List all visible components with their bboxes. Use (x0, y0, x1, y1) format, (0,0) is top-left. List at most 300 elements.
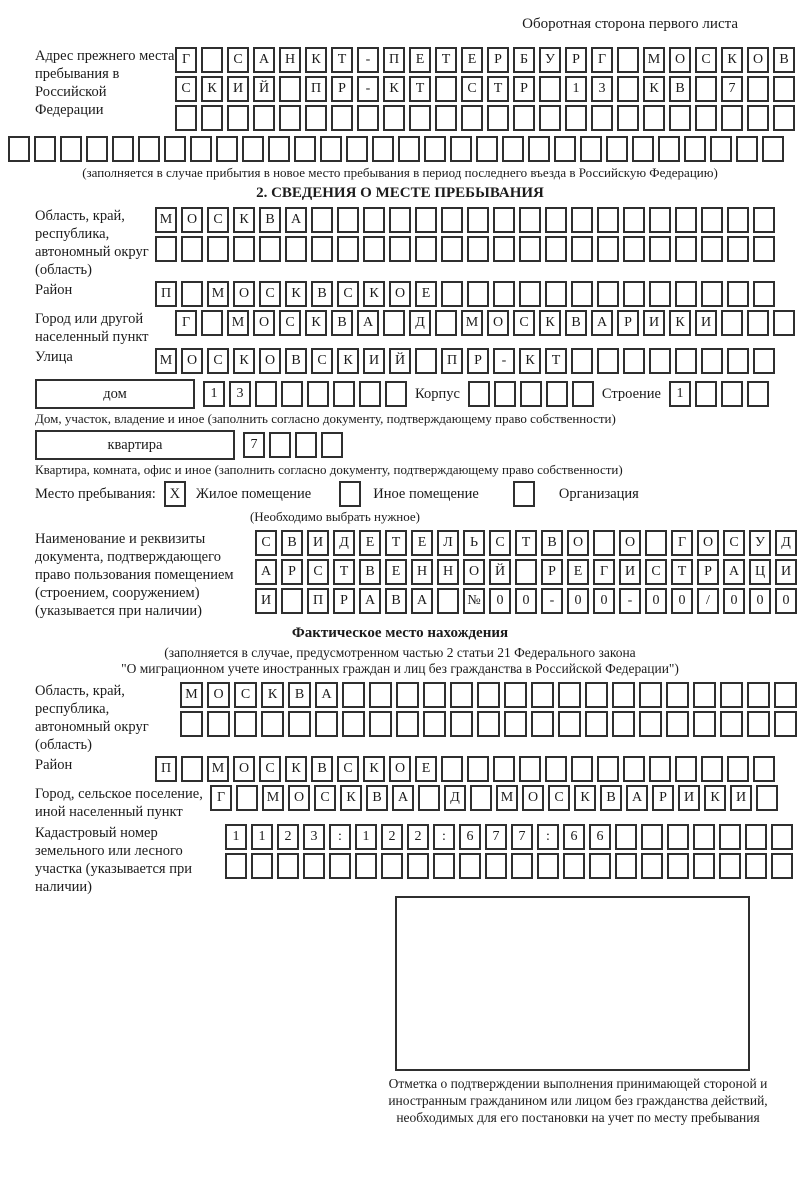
char-cell[interactable] (281, 381, 303, 407)
char-cell[interactable]: О (487, 310, 509, 336)
char-cell[interactable] (190, 136, 212, 162)
char-cell[interactable] (623, 281, 645, 307)
char-cell[interactable]: В (359, 559, 381, 585)
char-cell[interactable] (201, 105, 223, 131)
char-cell[interactable]: 3 (591, 76, 613, 102)
char-cell[interactable] (643, 105, 665, 131)
char-cell[interactable] (372, 136, 394, 162)
char-cell[interactable]: С (513, 310, 535, 336)
char-cell[interactable] (467, 207, 489, 233)
char-cell[interactable] (771, 824, 793, 850)
char-cell[interactable] (385, 381, 407, 407)
char-cell[interactable]: О (233, 281, 255, 307)
char-cell[interactable]: 7 (485, 824, 507, 850)
char-cell[interactable] (773, 310, 795, 336)
char-cell[interactable] (531, 682, 554, 708)
char-cell[interactable] (181, 756, 203, 782)
char-cell[interactable] (418, 785, 440, 811)
char-cell[interactable] (409, 105, 431, 131)
char-cell[interactable] (597, 281, 619, 307)
char-cell[interactable] (315, 711, 338, 737)
char-cell[interactable] (437, 588, 459, 614)
char-cell[interactable] (639, 711, 662, 737)
char-cell[interactable]: Й (253, 76, 275, 102)
char-cell[interactable]: 0 (567, 588, 589, 614)
char-cell[interactable] (468, 381, 490, 407)
char-cell[interactable]: 2 (407, 824, 429, 850)
char-cell[interactable]: Р (281, 559, 303, 585)
char-cell[interactable]: А (315, 682, 338, 708)
char-cell[interactable]: О (207, 682, 230, 708)
char-cell[interactable] (515, 559, 537, 585)
char-cell[interactable]: Т (409, 76, 431, 102)
char-cell[interactable] (112, 136, 134, 162)
char-cell[interactable] (201, 47, 223, 73)
char-cell[interactable] (305, 105, 327, 131)
char-cell[interactable] (771, 853, 793, 879)
char-cell[interactable] (433, 853, 455, 879)
char-cell[interactable] (773, 76, 795, 102)
char-cell[interactable] (666, 711, 689, 737)
char-cell[interactable] (279, 105, 301, 131)
char-cell[interactable]: В (288, 682, 311, 708)
char-cell[interactable] (546, 381, 568, 407)
char-cell[interactable] (493, 207, 515, 233)
char-cell[interactable] (8, 136, 30, 162)
char-cell[interactable] (285, 236, 307, 262)
char-cell[interactable] (693, 853, 715, 879)
char-cell[interactable] (359, 381, 381, 407)
char-cell[interactable]: О (463, 559, 485, 585)
char-cell[interactable] (294, 136, 316, 162)
char-cell[interactable]: К (261, 682, 284, 708)
char-cell[interactable] (321, 432, 343, 458)
char-cell[interactable] (519, 281, 541, 307)
char-cell[interactable] (639, 682, 662, 708)
char-cell[interactable]: 6 (459, 824, 481, 850)
char-cell[interactable]: У (539, 47, 561, 73)
char-cell[interactable] (311, 207, 333, 233)
char-cell[interactable] (337, 236, 359, 262)
char-cell[interactable] (745, 824, 767, 850)
char-cell[interactable] (519, 207, 541, 233)
char-cell[interactable]: М (207, 756, 229, 782)
char-cell[interactable] (719, 824, 741, 850)
char-cell[interactable] (747, 682, 770, 708)
char-cell[interactable] (747, 105, 769, 131)
char-cell[interactable]: С (311, 348, 333, 374)
char-cell[interactable]: И (619, 559, 641, 585)
char-cell[interactable]: Е (409, 47, 431, 73)
char-cell[interactable] (658, 136, 680, 162)
char-cell[interactable] (207, 236, 229, 262)
char-cell[interactable]: К (519, 348, 541, 374)
char-cell[interactable]: Р (467, 348, 489, 374)
char-cell[interactable] (727, 207, 749, 233)
char-cell[interactable]: 7 (511, 824, 533, 850)
char-cell[interactable]: И (363, 348, 385, 374)
char-cell[interactable] (363, 236, 385, 262)
char-cell[interactable] (259, 236, 281, 262)
char-cell[interactable] (519, 236, 541, 262)
char-cell[interactable]: 0 (775, 588, 797, 614)
char-cell[interactable]: Т (435, 47, 457, 73)
char-cell[interactable] (459, 853, 481, 879)
char-cell[interactable] (415, 207, 437, 233)
char-cell[interactable]: С (279, 310, 301, 336)
char-cell[interactable]: М (155, 348, 177, 374)
char-cell[interactable] (435, 76, 457, 102)
char-cell[interactable] (269, 432, 291, 458)
char-cell[interactable]: О (567, 530, 589, 556)
char-cell[interactable] (295, 432, 317, 458)
char-cell[interactable]: П (155, 281, 177, 307)
char-cell[interactable]: 0 (593, 588, 615, 614)
char-cell[interactable]: А (253, 47, 275, 73)
char-cell[interactable]: О (669, 47, 691, 73)
char-cell[interactable]: Р (333, 588, 355, 614)
char-cell[interactable]: 0 (723, 588, 745, 614)
char-cell[interactable] (279, 76, 301, 102)
char-cell[interactable] (511, 853, 533, 879)
char-cell[interactable]: В (385, 588, 407, 614)
char-cell[interactable]: - (619, 588, 641, 614)
char-cell[interactable] (467, 756, 489, 782)
char-cell[interactable]: С (175, 76, 197, 102)
char-cell[interactable] (268, 136, 290, 162)
char-cell[interactable] (667, 824, 689, 850)
char-cell[interactable]: Р (652, 785, 674, 811)
char-cell[interactable] (701, 348, 723, 374)
char-cell[interactable] (684, 136, 706, 162)
char-cell[interactable]: Р (541, 559, 563, 585)
char-cell[interactable]: К (669, 310, 691, 336)
char-cell[interactable] (623, 348, 645, 374)
char-cell[interactable]: Т (515, 530, 537, 556)
char-cell[interactable] (342, 711, 365, 737)
char-cell[interactable]: 1 (669, 381, 691, 407)
char-cell[interactable] (311, 236, 333, 262)
char-cell[interactable] (727, 236, 749, 262)
char-cell[interactable]: П (307, 588, 329, 614)
char-cell[interactable] (554, 136, 576, 162)
char-cell[interactable]: : (537, 824, 559, 850)
char-cell[interactable] (641, 853, 663, 879)
char-cell[interactable]: А (591, 310, 613, 336)
char-cell[interactable] (565, 105, 587, 131)
char-cell[interactable]: Г (210, 785, 232, 811)
char-cell[interactable]: И (678, 785, 700, 811)
char-cell[interactable]: К (201, 76, 223, 102)
char-cell[interactable] (487, 105, 509, 131)
char-cell[interactable] (493, 236, 515, 262)
char-cell[interactable] (281, 588, 303, 614)
char-cell[interactable] (504, 711, 527, 737)
char-cell[interactable]: Ь (463, 530, 485, 556)
char-cell[interactable] (774, 682, 797, 708)
char-cell[interactable] (216, 136, 238, 162)
char-cell[interactable] (558, 682, 581, 708)
char-cell[interactable] (649, 756, 671, 782)
char-cell[interactable]: А (285, 207, 307, 233)
char-cell[interactable]: Й (489, 559, 511, 585)
char-cell[interactable]: 2 (277, 824, 299, 850)
char-cell[interactable]: О (288, 785, 310, 811)
char-cell[interactable] (307, 381, 329, 407)
char-cell[interactable] (415, 348, 437, 374)
char-cell[interactable]: И (307, 530, 329, 556)
char-cell[interactable] (381, 853, 403, 879)
char-cell[interactable] (719, 853, 741, 879)
char-cell[interactable]: М (461, 310, 483, 336)
char-cell[interactable] (623, 236, 645, 262)
char-cell[interactable] (710, 136, 732, 162)
char-cell[interactable] (617, 47, 639, 73)
char-cell[interactable] (727, 756, 749, 782)
char-cell[interactable] (597, 207, 619, 233)
char-cell[interactable]: 3 (303, 824, 325, 850)
char-cell[interactable]: К (285, 281, 307, 307)
char-cell[interactable] (467, 281, 489, 307)
char-cell[interactable] (467, 236, 489, 262)
char-cell[interactable] (450, 136, 472, 162)
char-cell[interactable] (331, 105, 353, 131)
char-cell[interactable]: К (305, 310, 327, 336)
char-cell[interactable]: Д (409, 310, 431, 336)
char-cell[interactable]: - (357, 47, 379, 73)
char-cell[interactable] (461, 105, 483, 131)
char-cell[interactable]: Е (461, 47, 483, 73)
char-cell[interactable] (623, 756, 645, 782)
char-cell[interactable] (701, 281, 723, 307)
char-cell[interactable]: 0 (489, 588, 511, 614)
char-cell[interactable] (756, 785, 778, 811)
char-cell[interactable]: Е (359, 530, 381, 556)
char-cell[interactable] (736, 136, 758, 162)
char-cell[interactable] (753, 236, 775, 262)
char-cell[interactable] (727, 348, 749, 374)
char-cell[interactable] (383, 310, 405, 336)
char-cell[interactable] (320, 136, 342, 162)
char-cell[interactable]: Р (331, 76, 353, 102)
char-cell[interactable] (396, 711, 419, 737)
char-cell[interactable]: О (389, 281, 411, 307)
char-cell[interactable] (612, 682, 635, 708)
char-cell[interactable]: № (463, 588, 485, 614)
char-cell[interactable] (649, 348, 671, 374)
char-cell[interactable]: К (233, 348, 255, 374)
char-cell[interactable] (701, 207, 723, 233)
char-cell[interactable]: 1 (355, 824, 377, 850)
char-cell[interactable]: В (311, 756, 333, 782)
char-cell[interactable] (641, 824, 663, 850)
char-cell[interactable] (520, 381, 542, 407)
char-cell[interactable] (424, 136, 446, 162)
char-cell[interactable] (435, 105, 457, 131)
char-cell[interactable]: Д (775, 530, 797, 556)
char-cell[interactable] (86, 136, 108, 162)
char-cell[interactable] (669, 105, 691, 131)
char-cell[interactable] (225, 853, 247, 879)
char-cell[interactable] (545, 281, 567, 307)
char-cell[interactable]: Р (513, 76, 535, 102)
char-cell[interactable]: Т (331, 47, 353, 73)
char-cell[interactable]: Н (437, 559, 459, 585)
char-cell[interactable] (236, 785, 258, 811)
char-cell[interactable] (571, 236, 593, 262)
char-cell[interactable]: Е (415, 756, 437, 782)
char-cell[interactable]: К (233, 207, 255, 233)
char-cell[interactable]: Р (697, 559, 719, 585)
char-cell[interactable] (537, 853, 559, 879)
char-cell[interactable]: П (155, 756, 177, 782)
char-cell[interactable] (485, 853, 507, 879)
char-cell[interactable]: - (541, 588, 563, 614)
char-cell[interactable] (649, 207, 671, 233)
char-cell[interactable]: И (730, 785, 752, 811)
char-cell[interactable]: Й (389, 348, 411, 374)
char-cell[interactable]: В (259, 207, 281, 233)
char-cell[interactable] (181, 236, 203, 262)
char-cell[interactable] (666, 682, 689, 708)
char-cell[interactable]: В (541, 530, 563, 556)
char-cell[interactable] (369, 682, 392, 708)
char-cell[interactable]: Б (513, 47, 535, 73)
char-cell[interactable] (606, 136, 628, 162)
char-cell[interactable] (645, 530, 667, 556)
char-cell[interactable] (701, 756, 723, 782)
char-cell[interactable]: О (181, 348, 203, 374)
char-cell[interactable]: А (392, 785, 414, 811)
char-cell[interactable] (612, 711, 635, 737)
char-cell[interactable]: О (181, 207, 203, 233)
char-cell[interactable] (695, 105, 717, 131)
char-cell[interactable]: : (433, 824, 455, 850)
char-cell[interactable] (441, 756, 463, 782)
char-cell[interactable]: А (255, 559, 277, 585)
char-cell[interactable] (261, 711, 284, 737)
char-cell[interactable] (597, 756, 619, 782)
char-cell[interactable]: 1 (203, 381, 225, 407)
char-cell[interactable] (632, 136, 654, 162)
char-cell[interactable] (720, 711, 743, 737)
char-cell[interactable] (585, 682, 608, 708)
char-cell[interactable]: О (233, 756, 255, 782)
char-cell[interactable]: А (357, 310, 379, 336)
char-cell[interactable]: В (773, 47, 795, 73)
char-cell[interactable]: В (285, 348, 307, 374)
stay-option-checkbox-other[interactable] (339, 481, 361, 507)
char-cell[interactable]: В (311, 281, 333, 307)
char-cell[interactable]: 1 (225, 824, 247, 850)
char-cell[interactable]: М (227, 310, 249, 336)
char-cell[interactable]: О (253, 310, 275, 336)
char-cell[interactable]: В (565, 310, 587, 336)
char-cell[interactable]: М (643, 47, 665, 73)
char-cell[interactable] (329, 853, 351, 879)
char-cell[interactable]: К (643, 76, 665, 102)
char-cell[interactable] (617, 105, 639, 131)
char-cell[interactable]: 6 (563, 824, 585, 850)
char-cell[interactable] (667, 853, 689, 879)
char-cell[interactable] (441, 236, 463, 262)
char-cell[interactable] (649, 236, 671, 262)
char-cell[interactable] (539, 105, 561, 131)
char-cell[interactable] (773, 105, 795, 131)
char-cell[interactable] (747, 76, 769, 102)
char-cell[interactable] (747, 711, 770, 737)
char-cell[interactable]: Д (444, 785, 466, 811)
char-cell[interactable]: О (619, 530, 641, 556)
char-cell[interactable]: М (180, 682, 203, 708)
char-cell[interactable] (558, 711, 581, 737)
char-cell[interactable] (441, 207, 463, 233)
char-cell[interactable] (201, 310, 223, 336)
char-cell[interactable] (675, 756, 697, 782)
char-cell[interactable] (721, 310, 743, 336)
char-cell[interactable]: Н (279, 47, 301, 73)
char-cell[interactable] (493, 756, 515, 782)
char-cell[interactable]: О (522, 785, 544, 811)
char-cell[interactable]: С (307, 559, 329, 585)
char-cell[interactable]: К (721, 47, 743, 73)
char-cell[interactable]: К (305, 47, 327, 73)
char-cell[interactable] (753, 281, 775, 307)
char-cell[interactable]: Г (175, 310, 197, 336)
char-cell[interactable] (450, 711, 473, 737)
char-cell[interactable]: С (259, 281, 281, 307)
char-cell[interactable]: В (331, 310, 353, 336)
char-cell[interactable]: С (489, 530, 511, 556)
char-cell[interactable]: С (255, 530, 277, 556)
char-cell[interactable] (695, 76, 717, 102)
char-cell[interactable] (407, 853, 429, 879)
char-cell[interactable] (34, 136, 56, 162)
char-cell[interactable] (762, 136, 784, 162)
char-cell[interactable] (288, 711, 311, 737)
char-cell[interactable]: - (493, 348, 515, 374)
char-cell[interactable]: В (600, 785, 622, 811)
char-cell[interactable]: С (207, 207, 229, 233)
char-cell[interactable] (593, 530, 615, 556)
char-cell[interactable]: 6 (589, 824, 611, 850)
char-cell[interactable] (721, 105, 743, 131)
char-cell[interactable]: 0 (749, 588, 771, 614)
house-type-box[interactable]: дом (35, 379, 195, 409)
char-cell[interactable] (504, 682, 527, 708)
char-cell[interactable]: К (337, 348, 359, 374)
char-cell[interactable]: Д (333, 530, 355, 556)
char-cell[interactable] (675, 207, 697, 233)
char-cell[interactable]: У (749, 530, 771, 556)
char-cell[interactable] (589, 853, 611, 879)
char-cell[interactable] (675, 281, 697, 307)
char-cell[interactable] (563, 853, 585, 879)
char-cell[interactable]: И (255, 588, 277, 614)
char-cell[interactable] (180, 711, 203, 737)
char-cell[interactable]: К (704, 785, 726, 811)
char-cell[interactable] (355, 853, 377, 879)
char-cell[interactable] (470, 785, 492, 811)
char-cell[interactable] (398, 136, 420, 162)
char-cell[interactable] (476, 136, 498, 162)
char-cell[interactable] (477, 711, 500, 737)
char-cell[interactable]: К (363, 756, 385, 782)
char-cell[interactable]: С (461, 76, 483, 102)
char-cell[interactable] (277, 853, 299, 879)
char-cell[interactable] (477, 682, 500, 708)
char-cell[interactable] (389, 207, 411, 233)
